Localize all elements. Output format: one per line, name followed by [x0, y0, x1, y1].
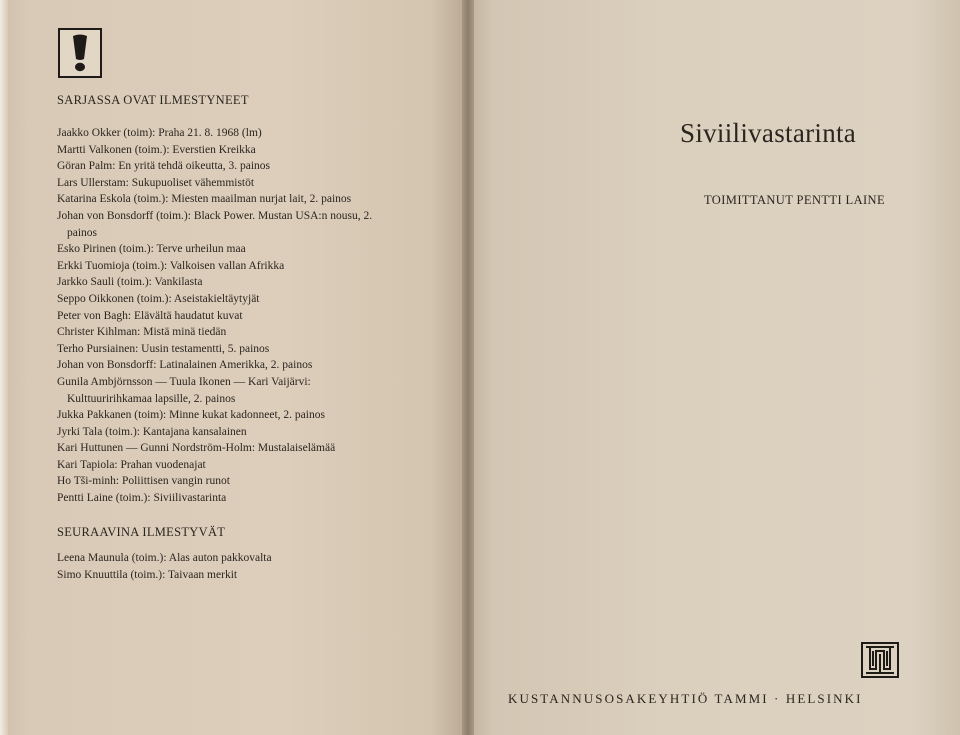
list-item: Göran Palm: En yritä tehdä oikeutta, 3. painos [57, 160, 271, 173]
list-item: Katarina Eskola (toim.): Miesten maailman nurjat lait, 2. painos [57, 193, 352, 206]
list-item: Ho Tši-minh: Poliittisen vangin runot [57, 475, 230, 488]
list-item: Gunila Ambjörnsson — Tuula Ikonen — Kari Vaijärvi: [57, 375, 311, 388]
list-item: Kulttuuririhkamaa lapsille, 2. painos [67, 392, 236, 405]
list-item: Esko Pirinen (toim.): Terve urheilun maa [57, 243, 246, 256]
book-gutter [462, 0, 474, 735]
series-heading: SARJASSA OVAT ILMESTYNEET [57, 93, 249, 107]
list-item: Jyrki Tala (toim.): Kantajana kansalainen [57, 425, 247, 438]
book-title: Siviilivastarinta [680, 118, 857, 148]
list-item: Kari Huttunen — Gunni Nordström-Holm: Mustalaiselämää [57, 442, 336, 455]
upcoming-heading: SEURAAVINA ILMESTYVÄT [57, 525, 226, 539]
list-item: Peter von Bagh: Elävältä haudatut kuvat [57, 309, 243, 322]
editor-credit: TOIMITTANUT PENTTI LAINE [704, 193, 886, 207]
list-item: Kari Tapiola: Prahan vuodenajat [57, 458, 206, 471]
list-item: Pentti Laine (toim.): Siviilivastarinta [57, 492, 227, 505]
list-item: Johan von Bonsdorff: Latinalainen Amerikka, 2. painos [57, 359, 313, 372]
tammi-meander-logo [861, 642, 899, 678]
upcoming-list [57, 550, 452, 583]
list-item: Terho Pursiainen: Uusin testamentti, 5. painos [57, 342, 270, 355]
publisher-imprint: KUSTANNUSOSAKEYHTIÖ TAMMI · HELSINKI [508, 691, 863, 706]
list-item: Christer Kihlman: Mistä minä tiedän [57, 326, 227, 339]
page-edge [0, 0, 8, 735]
list-item: Leena Maunula (toim.): Alas auton pakkovalta [57, 552, 272, 564]
published-list [57, 125, 452, 507]
list-item: Jaakko Okker (toim): Praha 21. 8. 1968 (lm) [57, 127, 262, 139]
list-item: Martti Valkonen (toim.): Everstien Kreikka [57, 143, 256, 156]
right-page [468, 0, 960, 735]
exclamation-mark-icon [58, 28, 102, 78]
list-item: Erkki Tuomioja (toim.): Valkoisen vallan Afrikka [57, 259, 285, 272]
list-item: Jarkko Sauli (toim.): Vankilasta [57, 276, 203, 289]
list-item: Jukka Pakkanen (toim): Minne kukat kadonneet, 2. painos [57, 409, 325, 422]
list-item: Simo Knuuttila (toim.): Taivaan merkit [57, 568, 238, 581]
list-item: painos [67, 226, 98, 239]
list-item: Lars Ullerstam: Sukupuoliset vähemmistöt [57, 176, 255, 189]
left-page [0, 0, 468, 735]
list-item: Seppo Oikkonen (toim.): Aseistakieltäytyjät [57, 292, 260, 305]
list-item: Johan von Bonsdorff (toim.): Black Power. Mustan USA:n nousu, 2. [57, 209, 373, 222]
